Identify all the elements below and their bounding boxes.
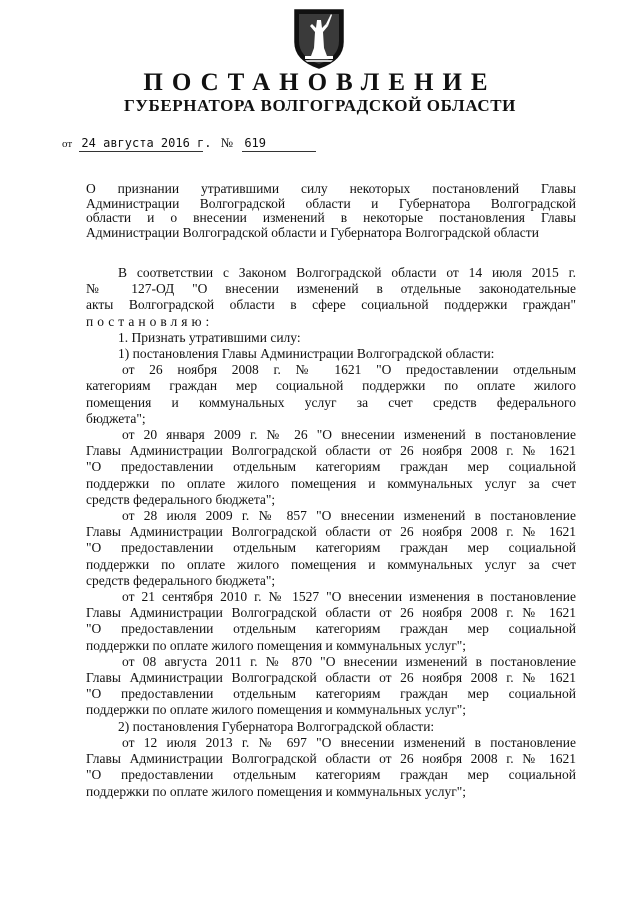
body-line: № 127-ОД "О внесении изменений в отдельные законодательные [86,281,576,297]
subject-line: Администрации Волгоградской области и Губернатора Волгоградской [86,195,576,211]
body-line: поддержки по оплате жилого помещения и коммунальных услуг за счет [86,556,576,572]
body-line: категориям граждан мер социальной поддержки по оплате жилого [86,378,576,394]
body-line: Главы Администрации Волгоградской области от 26 ноября 2008 г. № 1621 [86,524,576,540]
body-line: от 20 января 2009 г. № 26 "О внесении изменений в постановление [122,427,576,443]
body-line: от 28 июля 2009 г. № 857 "О внесении изменений в постановление [122,508,576,524]
body-line: акты Волгоградской области в сфере социальной поддержки граждан" [86,297,576,313]
body-line: от 21 сентября 2010 г. № 1527 "О внесении изменения в постановление [122,589,576,605]
document-title: ПОСТАНОВЛЕНИЕ [143,69,497,96]
body-line: Главы Администрации Волгоградской области от 26 ноября 2008 г. № 1621 [86,443,576,459]
body-line: "О предоставлении отдельным категориям граждан мер социальной [86,540,576,556]
document-subject [86,182,576,240]
body-line: средств федерального бюджета"; [86,572,276,588]
body-line: поддержки по оплате жилого помещения и коммунальных услуг"; [86,637,467,653]
body-line: поддержки по оплате жилого помещения и коммунальных услуг за счет [86,475,576,491]
body-line: "О предоставлении отдельным категориям граждан мер социальной [86,621,576,637]
body-line: помещения и коммунальных услуг за счет средств федерального [86,394,576,410]
body-line: поддержки по оплате жилого помещения и коммунальных услуг"; [86,702,467,718]
body-line: В соответствии с Законом Волгоградской области от 14 июля 2015 г. [118,265,576,280]
body-line: 1. Признать утратившими силу: [118,329,301,345]
body-line: от 26 ноября 2008 г. № 1621 "О предоставлении отдельным [122,362,576,378]
body-line: "О предоставлении отдельным категориям граждан мер социальной [86,459,576,475]
body-line: Главы Администрации Волгоградской области от 26 ноября 2008 г. № 1621 [86,751,576,767]
document-issuer: ГУБЕРНАТОРА ВОЛГОГРАДСКОЙ ОБЛАСТИ [124,96,516,115]
body-line: 2) постановления Губернатора Волгоградской области: [118,718,435,734]
subject-line: области и о внесении изменений в некоторые постановления Главы [86,210,576,226]
body-line: Главы Администрации Волгоградской области от 26 ноября 2008 г. № 1621 [86,605,576,621]
body-line: 1) постановления Главы Администрации Волгоградской области: [118,346,495,362]
body-line: Главы Администрации Волгоградской области от 26 ноября 2008 г. № 1621 [86,670,576,686]
body-line: средств федерального бюджета"; [86,491,276,507]
subject-line: О признании утратившими силу некоторых постановлений Главы [86,181,576,196]
coat-of-arms-icon [291,8,347,70]
document-date: 24 августа 2016 г. [81,136,212,150]
body-line: "О предоставлении отдельным категориям граждан мер социальной [86,767,576,783]
body-line: поддержки по оплате жилого помещения и коммунальных услуг"; [86,783,467,799]
body-line: от 12 июля 2013 г. № 697 "О внесении изменений в постановление [122,734,576,750]
number-sign: № [220,135,234,150]
subject-line: Администрации Волгоградской области и Губернатора Волгоградской области [86,224,539,240]
body-line: от 08 августа 2011 г. № 870 "О внесении изменений в постановление [122,653,576,669]
body-line: бюджета"; [86,410,146,426]
date-number-line [62,135,316,152]
body-line-resolve: постановляю: [86,313,214,329]
body-line: "О предоставлении отдельным категориям граждан мер социальной [86,686,576,702]
date-prefix: от [62,138,73,150]
document-body [86,265,576,800]
document-number: 619 [242,135,316,152]
